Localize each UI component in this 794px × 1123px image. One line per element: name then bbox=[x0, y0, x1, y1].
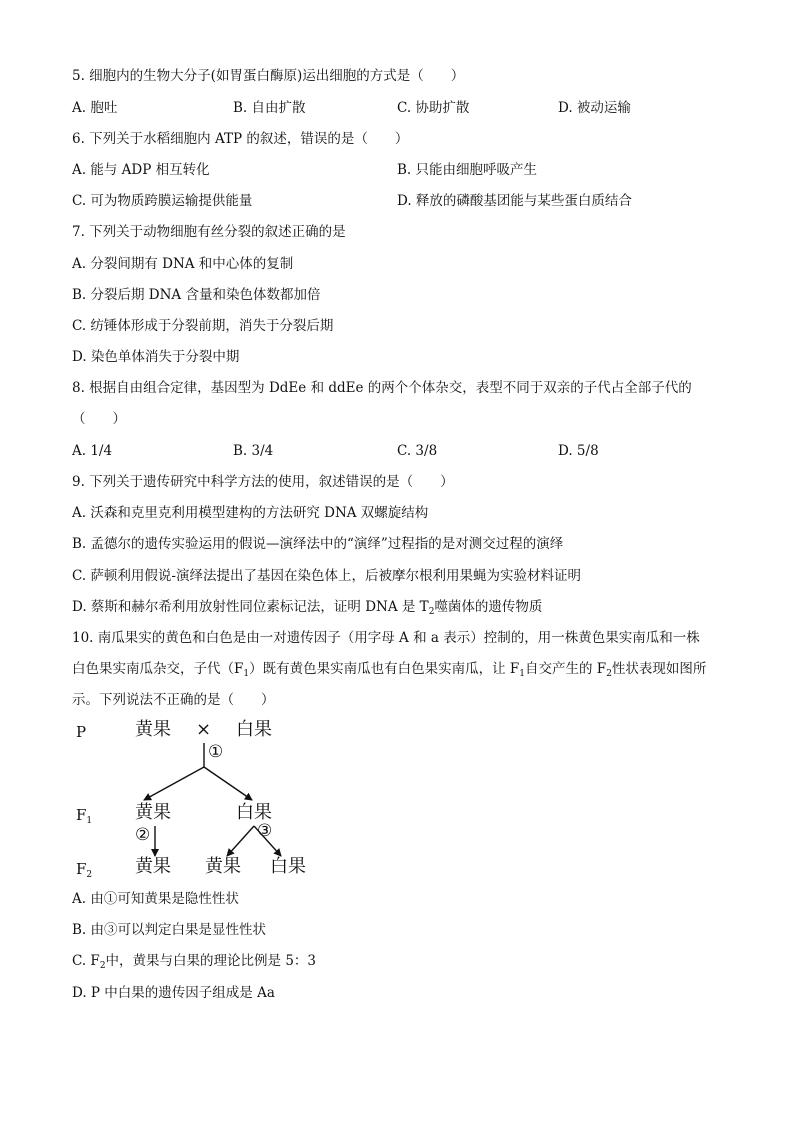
q7-option-b: B. 分裂后期 DNA 含量和染色体数都加倍 bbox=[72, 287, 321, 303]
q9-option-a: A. 沃森和克里克利用模型建构的方法研究 DNA 双螺旋结构 bbox=[72, 505, 429, 521]
q5-option-d: D. 被动运输 bbox=[558, 100, 631, 116]
f2-yellow-fruit-a: 黄果 bbox=[135, 856, 171, 877]
p-yellow-fruit: 黄果 bbox=[135, 719, 171, 740]
q10-line2-sub2: 1 bbox=[519, 669, 526, 679]
q10-option-c-b: 中，黄果与白果的理论比例是 5：3 bbox=[105, 953, 317, 969]
q10-option-c bbox=[72, 951, 316, 976]
q8-stem-line1: 8. 根据自由组合定律，基因型为 DdEe 和 ddEe 的两个个体杂交，表型不同于双亲的子代占全部子代的 bbox=[72, 380, 692, 396]
q9-option-d-tail: 噬菌体的遗传物质 bbox=[434, 599, 543, 615]
q8-option-b: B. 3/4 bbox=[233, 443, 274, 459]
arrow-to-f1-white bbox=[204, 767, 252, 800]
q10-option-d: D. P 中白果的遗传因子组成是 Aa bbox=[72, 985, 275, 1001]
arrow-to-f1-yellow bbox=[144, 767, 204, 800]
p-white-fruit: 白果 bbox=[236, 719, 272, 740]
q10-line2-a: 白色果实南瓜杂交，子代（F bbox=[72, 661, 244, 677]
q10-option-c-a: C. F bbox=[72, 953, 100, 969]
q6-option-d: D. 释放的磷酸基团能与某些蛋白质结合 bbox=[397, 193, 632, 209]
q9-option-d-text: D. 蔡斯和赫尔希利用放射性同位素标记法，证明 DNA 是 T bbox=[72, 599, 429, 615]
q7-option-a: A. 分裂间期有 DNA 和中心体的复制 bbox=[72, 256, 294, 272]
q9-option-b: B. 孟德尔的遗传实验运用的假说—演绎法中的“演绎”过程指的是对测交过程的演绎 bbox=[72, 536, 564, 552]
q10-stem-line3: 示。下列说法不正确的是（ ） bbox=[72, 692, 275, 708]
q5-option-b: B. 自由扩散 bbox=[233, 100, 306, 116]
q9-option-d-subscript: 2 bbox=[428, 607, 435, 617]
f2-yellow-fruit-b: 黄果 bbox=[205, 856, 241, 877]
q8-stem-line2: （ ） bbox=[72, 411, 126, 427]
generation-p-label: P bbox=[76, 723, 87, 741]
step-mark-2: ② bbox=[135, 825, 151, 845]
q10-option-a: A. 由①可知黄果是隐性性状 bbox=[72, 891, 239, 907]
q7-stem: 7. 下列关于动物细胞有丝分裂的叙述正确的是 bbox=[72, 224, 346, 240]
q8-option-d: D. 5/8 bbox=[558, 443, 599, 459]
q10-line2-sub1: 1 bbox=[243, 669, 250, 679]
q5-option-c: C. 协助扩散 bbox=[397, 100, 470, 116]
arrow-white-to-yellow bbox=[227, 826, 254, 856]
q10-stem-line1: 10. 南瓜果实的黄色和白色是由一对遗传因子（用字母 A 和 a 表示）控制的，用一株黄色果实南瓜和一株 bbox=[72, 630, 700, 646]
gen-f1-sub: 1 bbox=[86, 816, 93, 826]
step-mark-1: ① bbox=[208, 742, 224, 762]
f1-white-fruit: 白果 bbox=[236, 802, 272, 823]
gen-f1-letter: F bbox=[76, 806, 87, 824]
generation-f2-label bbox=[76, 860, 92, 884]
q6-option-c: C. 可为物质跨膜运输提供能量 bbox=[72, 193, 253, 209]
gen-f2-sub: 2 bbox=[86, 870, 93, 880]
q7-option-c: C. 纺锤体形成于分裂前期，消失于分裂后期 bbox=[72, 318, 334, 334]
q10-line2-b: ）既有黄色果实南瓜也有白色果实南瓜，让 F bbox=[249, 661, 520, 677]
q8-option-a: A. 1/4 bbox=[72, 443, 113, 459]
q5-option-a: A. 胞吐 bbox=[72, 100, 118, 116]
gen-f2-letter: F bbox=[76, 860, 87, 878]
f2-white-fruit: 白果 bbox=[270, 856, 306, 877]
q10-line2-c: 自交产生的 F bbox=[525, 661, 607, 677]
generation-f1-label bbox=[76, 806, 92, 830]
step-mark-3: ③ bbox=[257, 821, 273, 841]
q10-option-c-sub: 2 bbox=[99, 961, 106, 971]
q10-line2-d: 性状表现如图所 bbox=[611, 661, 707, 677]
q6-stem: 6. 下列关于水稻细胞内 ATP 的叙述，错误的是（ ） bbox=[72, 131, 409, 147]
q5-stem: 5. 细胞内的生物大分子(如胃蛋白酶原)运出细胞的方式是（ ） bbox=[72, 68, 465, 84]
f1-yellow-fruit: 黄果 bbox=[135, 802, 171, 823]
q8-option-c: C. 3/8 bbox=[397, 443, 438, 459]
q9-stem: 9. 下列关于遗传研究中科学方法的使用，叙述错误的是（ ） bbox=[72, 474, 454, 490]
cross-symbol: × bbox=[196, 719, 212, 740]
q7-option-d: D. 染色单体消失于分裂中期 bbox=[72, 349, 240, 365]
q9-option-c: C. 萨顿利用假说-演绎法提出了基因在染色体上，后被摩尔根利用果蝇为实验材料证明 bbox=[72, 568, 581, 584]
q10-option-b: B. 由③可以判定白果是显性性状 bbox=[72, 922, 267, 938]
q6-option-b: B. 只能由细胞呼吸产生 bbox=[397, 162, 538, 178]
q6-option-a: A. 能与 ADP 相互转化 bbox=[72, 162, 210, 178]
q10-line2-sub3: 2 bbox=[606, 669, 612, 679]
